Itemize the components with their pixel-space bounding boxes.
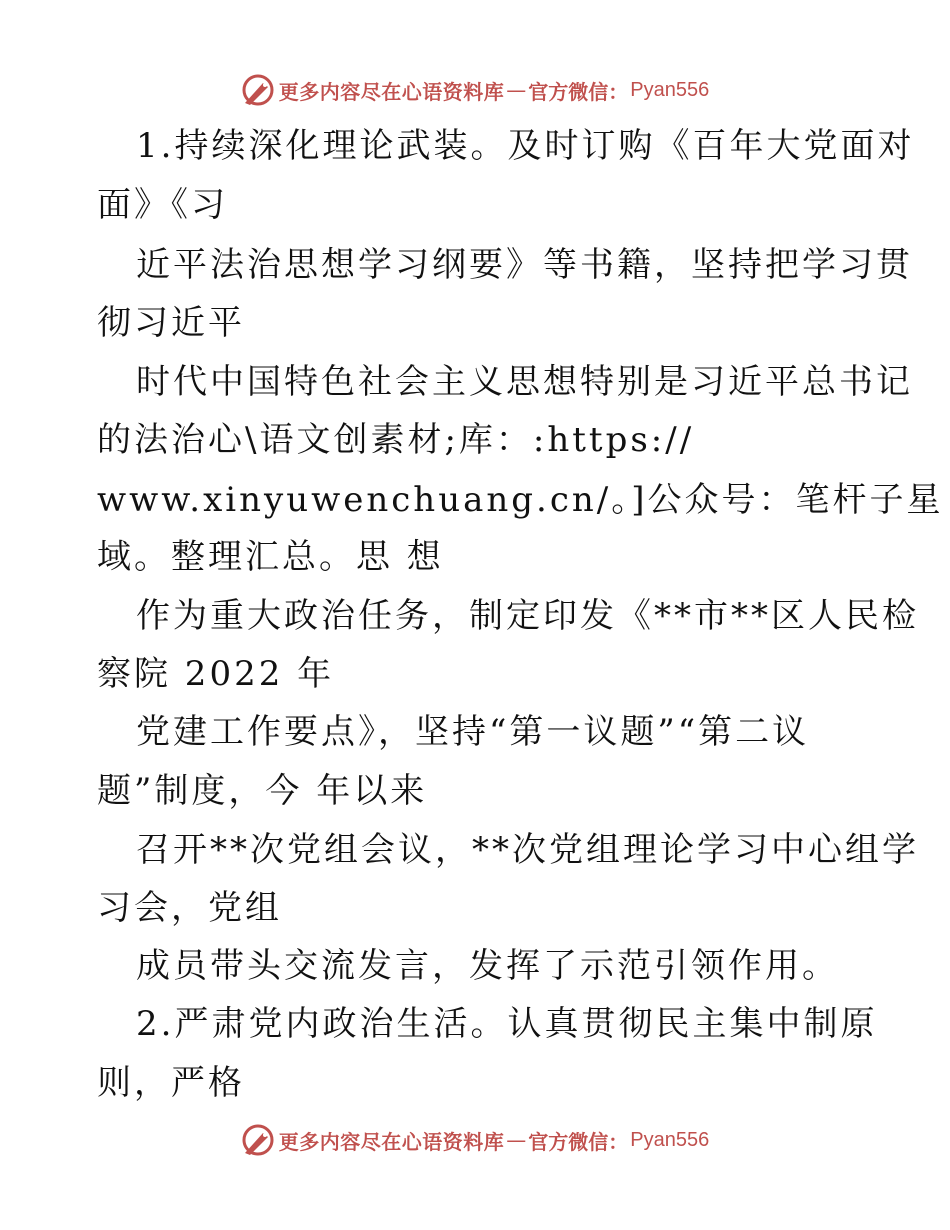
pen-nib-circle-icon [241,1123,275,1157]
body-line: www.xinyuwenchuang.cn/。]公众号：笔杆子星 [97,480,944,520]
body-line: 面》《习 [97,185,228,225]
banner-main-text: 更多内容尽在心语资料库 [278,1129,505,1154]
body-line: 的法治心\语文创素材;库：:https:// [97,420,695,460]
banner-dash: — [506,1128,527,1152]
banner-wechat-label: 官方微信： [528,1129,629,1154]
body-line: 域。整理汇总。思 想 [97,537,444,577]
body-line: 召开**次党组会议，**次党组理论学习中心组学 [136,830,919,870]
body-line: 彻习近平 [97,303,245,343]
banner-main-text: 更多内容尽在心语资料库 [278,79,505,104]
footer-banner [0,1120,950,1160]
body-line: 时代中国特色社会主义思想特别是习近平总书记 [136,362,913,402]
body-line: 习会，党组 [97,888,282,928]
banner-dash: — [506,78,527,102]
body-line: 察院 2022 年 [97,654,335,694]
banner-wechat-label: 官方微信： [528,79,629,104]
body-line: 近平法治思想学习纲要》等书籍，坚持把学习贯 [136,245,913,285]
banner-handle: Pyan556 [630,78,710,101]
banner-handle: Pyan556 [630,1128,710,1151]
body-line: 成员带头交流发言，发挥了示范引领作用。 [136,946,839,986]
body-line: 则，严格 [97,1063,245,1103]
body-line: 党建工作要点》，坚持“第一议题”“第二议 [136,712,810,752]
pen-nib-circle-icon [241,73,275,107]
header-banner [0,70,950,110]
body-line: 2.严肃党内政治生活。认真贯彻民主集中制原 [136,1004,878,1044]
body-line: 1.持续深化理论武装。及时订购《百年大党面对 [136,126,915,166]
body-line: 作为重大政治任务，制定印发《**市**区人民检 [136,596,919,636]
body-line: 题”制度，今 年以来 [97,771,428,811]
